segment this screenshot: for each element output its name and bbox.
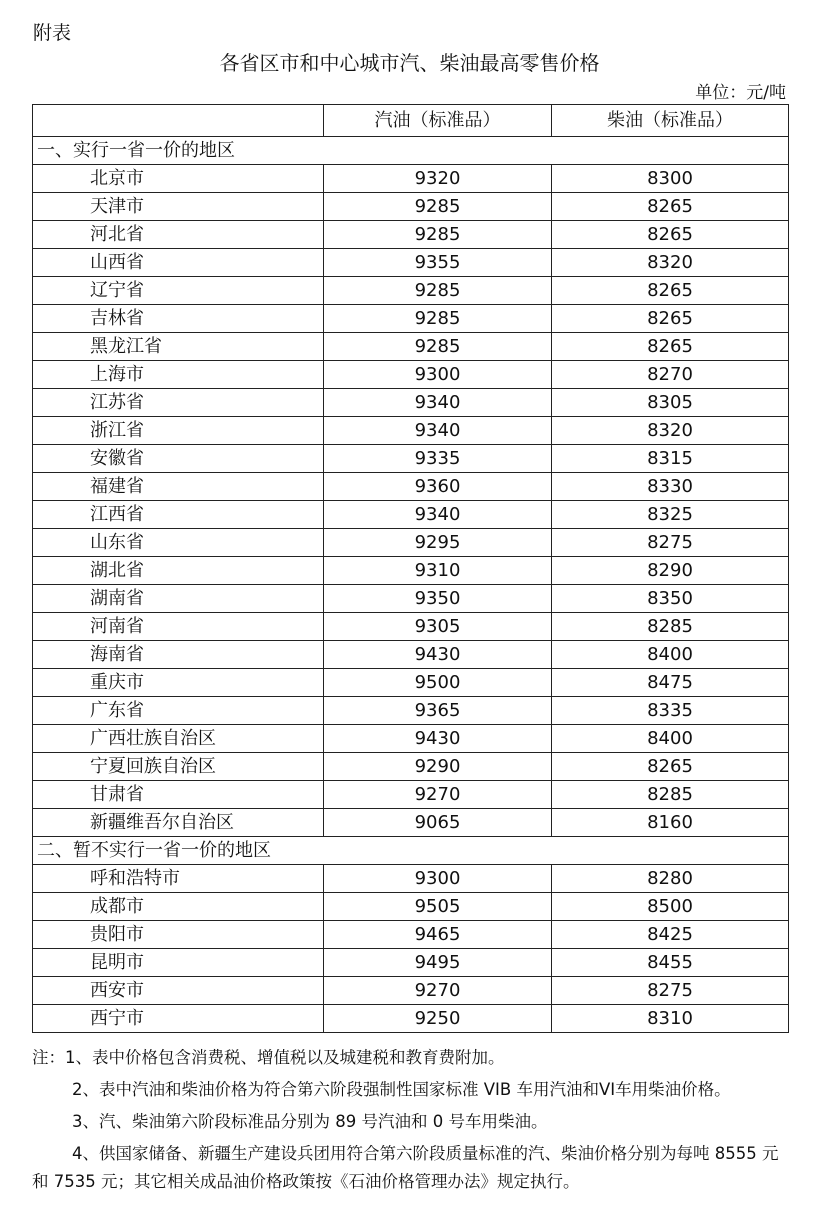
region-name: 宁夏回族自治区 <box>33 753 324 781</box>
diesel-price: 8290 <box>552 557 789 585</box>
table-row <box>33 501 789 529</box>
gasoline-price: 9495 <box>324 949 552 977</box>
gasoline-price: 9350 <box>324 585 552 613</box>
region-name: 昆明市 <box>33 949 324 977</box>
gasoline-price: 9295 <box>324 529 552 557</box>
document-title: 各省区市和中心城市汽、柴油最高零售价格 <box>219 51 600 75</box>
diesel-price: 8320 <box>552 249 789 277</box>
region-name: 浙江省 <box>33 417 324 445</box>
region-name: 上海市 <box>33 361 324 389</box>
gasoline-price: 9355 <box>324 249 552 277</box>
section-header-row <box>33 137 789 165</box>
diesel-price: 8325 <box>552 501 789 529</box>
table-row <box>33 473 789 501</box>
diesel-price: 8265 <box>552 277 789 305</box>
unit-label: 单位：元/吨 <box>695 83 786 103</box>
region-name: 贵阳市 <box>33 921 324 949</box>
diesel-price: 8280 <box>552 865 789 893</box>
diesel-price: 8285 <box>552 613 789 641</box>
diesel-price: 8160 <box>552 809 789 837</box>
table-row <box>33 333 789 361</box>
diesel-price: 8425 <box>552 921 789 949</box>
diesel-price: 8275 <box>552 529 789 557</box>
gasoline-price: 9250 <box>324 1005 552 1033</box>
gasoline-price: 9500 <box>324 669 552 697</box>
table-row <box>33 277 789 305</box>
region-name: 福建省 <box>33 473 324 501</box>
gasoline-price: 9285 <box>324 305 552 333</box>
appendix-label: 附表 <box>33 22 72 44</box>
table-row <box>33 697 789 725</box>
diesel-price: 8275 <box>552 977 789 1005</box>
region-name: 甘肃省 <box>33 781 324 809</box>
diesel-price: 8500 <box>552 893 789 921</box>
region-name: 黑龙江省 <box>33 333 324 361</box>
diesel-price: 8265 <box>552 333 789 361</box>
gasoline-price: 9305 <box>324 613 552 641</box>
table-row <box>33 865 789 893</box>
diesel-price: 8265 <box>552 221 789 249</box>
region-name: 江苏省 <box>33 389 324 417</box>
region-name: 重庆市 <box>33 669 324 697</box>
note-3: 3、汽、柴油第六阶段标准品分别为 89 号汽油和 0 号车用柴油。 <box>72 1112 548 1131</box>
region-name: 北京市 <box>33 165 324 193</box>
diesel-price: 8265 <box>552 305 789 333</box>
table-row <box>33 445 789 473</box>
table-row <box>33 753 789 781</box>
table-row <box>33 669 789 697</box>
diesel-price: 8285 <box>552 781 789 809</box>
region-name: 吉林省 <box>33 305 324 333</box>
note-1: 注：1、表中价格包含消费税、增值税以及城建税和教育费附加。 <box>32 1048 505 1067</box>
gasoline-price: 9290 <box>324 753 552 781</box>
gasoline-price: 9300 <box>324 865 552 893</box>
gasoline-price: 9430 <box>324 725 552 753</box>
gasoline-price: 9300 <box>324 361 552 389</box>
diesel-price: 8455 <box>552 949 789 977</box>
diesel-price: 8350 <box>552 585 789 613</box>
diesel-price: 8270 <box>552 361 789 389</box>
table-row <box>33 949 789 977</box>
table-row <box>33 305 789 333</box>
diesel-price: 8300 <box>552 165 789 193</box>
table-row <box>33 585 789 613</box>
gasoline-price: 9340 <box>324 501 552 529</box>
table-row <box>33 529 789 557</box>
region-name: 西宁市 <box>33 1005 324 1033</box>
table-row <box>33 417 789 445</box>
region-name: 安徽省 <box>33 445 324 473</box>
table-row <box>33 221 789 249</box>
region-name: 河南省 <box>33 613 324 641</box>
gasoline-price: 9365 <box>324 697 552 725</box>
region-name: 成都市 <box>33 893 324 921</box>
diesel-price: 8305 <box>552 389 789 417</box>
table-row <box>33 641 789 669</box>
section-title: 一、实行一省一价的地区 <box>33 137 789 165</box>
table-row <box>33 1005 789 1033</box>
diesel-price: 8320 <box>552 417 789 445</box>
region-name: 湖北省 <box>33 557 324 585</box>
gasoline-price: 9285 <box>324 333 552 361</box>
region-name: 海南省 <box>33 641 324 669</box>
table-header-row <box>33 105 789 137</box>
diesel-price: 8265 <box>552 193 789 221</box>
diesel-price: 8330 <box>552 473 789 501</box>
note-4: 4、供国家储备、新疆生产建设兵团用符合第六阶段质量标准的汽、柴油价格分别为每吨 8555 元和 7535 元；其它相关成品油价格政策按《石油价格管理办法》规定执行。 <box>32 1144 779 1191</box>
price-table <box>32 104 789 1033</box>
gasoline-price: 9285 <box>324 221 552 249</box>
header-region <box>33 105 324 137</box>
region-name: 天津市 <box>33 193 324 221</box>
table-row <box>33 809 789 837</box>
gasoline-price: 9270 <box>324 781 552 809</box>
gasoline-price: 9320 <box>324 165 552 193</box>
region-name: 呼和浩特市 <box>33 865 324 893</box>
region-name: 辽宁省 <box>33 277 324 305</box>
gasoline-price: 9285 <box>324 193 552 221</box>
notes <box>32 1044 792 1200</box>
diesel-price: 8475 <box>552 669 789 697</box>
gasoline-price: 9285 <box>324 277 552 305</box>
header-diesel: 柴油（标准品） <box>552 105 789 137</box>
section-header-row <box>33 837 789 865</box>
region-name: 广西壮族自治区 <box>33 725 324 753</box>
region-name: 西安市 <box>33 977 324 1005</box>
table-row <box>33 361 789 389</box>
gasoline-price: 9360 <box>324 473 552 501</box>
gasoline-price: 9340 <box>324 389 552 417</box>
region-name: 河北省 <box>33 221 324 249</box>
diesel-price: 8335 <box>552 697 789 725</box>
gasoline-price: 9270 <box>324 977 552 1005</box>
table-row <box>33 977 789 1005</box>
table-row <box>33 389 789 417</box>
diesel-price: 8315 <box>552 445 789 473</box>
table-row <box>33 165 789 193</box>
gasoline-price: 9430 <box>324 641 552 669</box>
diesel-price: 8400 <box>552 641 789 669</box>
region-name: 江西省 <box>33 501 324 529</box>
table-row <box>33 613 789 641</box>
gasoline-price: 9465 <box>324 921 552 949</box>
table-row <box>33 781 789 809</box>
gasoline-price: 9505 <box>324 893 552 921</box>
gasoline-price: 9335 <box>324 445 552 473</box>
region-name: 湖南省 <box>33 585 324 613</box>
gasoline-price: 9065 <box>324 809 552 837</box>
gasoline-price: 9340 <box>324 417 552 445</box>
note-2: 2、表中汽油和柴油价格为符合第六阶段强制性国家标准 VIB 车用汽油和VI车用柴油价格。 <box>72 1080 731 1099</box>
diesel-price: 8265 <box>552 753 789 781</box>
region-name: 新疆维吾尔自治区 <box>33 809 324 837</box>
diesel-price: 8310 <box>552 1005 789 1033</box>
table-row <box>33 193 789 221</box>
section-title: 二、暂不实行一省一价的地区 <box>33 837 789 865</box>
region-name: 山东省 <box>33 529 324 557</box>
table-row <box>33 921 789 949</box>
region-name: 山西省 <box>33 249 324 277</box>
table-row <box>33 725 789 753</box>
table-row <box>33 557 789 585</box>
table-row <box>33 893 789 921</box>
diesel-price: 8400 <box>552 725 789 753</box>
gasoline-price: 9310 <box>324 557 552 585</box>
header-gasoline: 汽油（标准品） <box>324 105 552 137</box>
region-name: 广东省 <box>33 697 324 725</box>
table-row <box>33 249 789 277</box>
